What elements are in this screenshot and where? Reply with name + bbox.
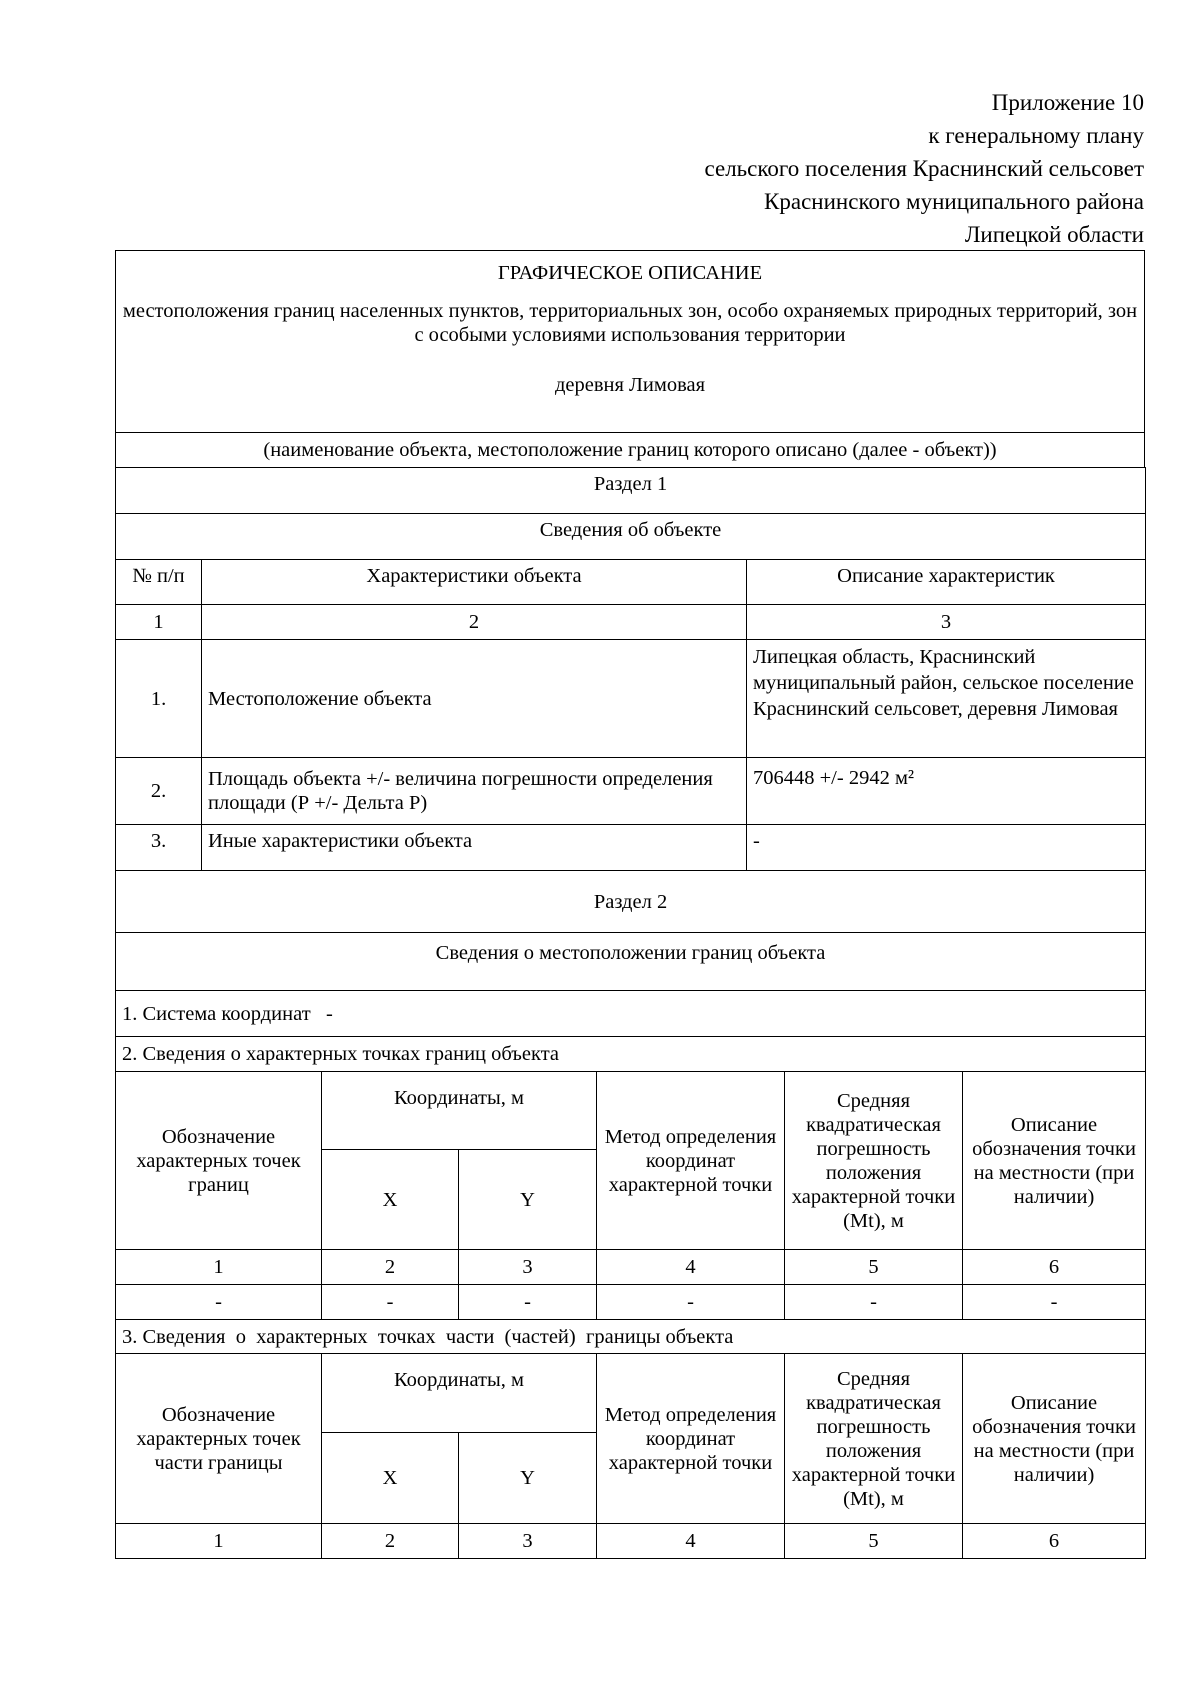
row-name: Площадь объекта +/- величина погрешности определения площади (Р +/- Дельта Р) [202,758,747,825]
section1-title: Раздел 1 [116,468,1146,514]
col-header: Описание характеристик [747,560,1146,605]
header-line: сельского поселения Краснинский сельсовет [704,156,1144,181]
col-number: 2 [322,1524,459,1559]
doc-subtitle: местоположения границ населенных пунктов, территориальных зон, особо охраняемых природных территорий, зон с особыми условиями использования территории [122,300,1138,346]
section1-subtitle: Сведения об объекте [116,514,1146,560]
header-x: X [322,1433,459,1524]
header-description: Описание обозначения точки на местности (при наличии) [963,1354,1146,1524]
header-description: Описание обозначения точки на местности (при наличии) [963,1072,1146,1250]
col-number: 3 [747,605,1146,640]
row-value: - [747,825,1146,871]
header-line: Приложение 10 [991,90,1144,115]
cell: - [785,1285,963,1320]
header-coords: Координаты, м [322,1072,597,1150]
header-error: Средняя квадратическая погрешность положения характерной точки (Mt), м [785,1072,963,1250]
section2-subtitle: Сведения о местоположении границ объекта [116,933,1146,991]
coord-system: 1. Система координат - [116,991,1146,1037]
parts-title: 3. Сведения о характерных точках части (частей) границы объекта [116,1320,1146,1354]
col-header: Характеристики объекта [202,560,747,605]
header-error: Средняя квадратическая погрешность положения характерной точки (Mt), м [785,1354,963,1524]
object-name: деревня Лимовая [554,374,706,396]
header-line: к генеральному плану [928,123,1144,148]
row-value: 706448 +/- 2942 м² [747,758,1146,825]
header-coords: Координаты, м [322,1354,597,1433]
table-row [116,640,1146,758]
points-title: 2. Сведения о характерных точках границ объекта [116,1037,1146,1072]
col-number: 4 [597,1524,785,1559]
header-line: Краснинского муниципального района [764,189,1144,214]
header-designation: Обозначение характерных точек границ [116,1072,322,1250]
col-number: 1 [116,1250,322,1285]
cell: - [597,1285,785,1320]
table-row [116,1285,1146,1320]
doc-heading: ГРАФИЧЕСКОЕ ОПИСАНИЕ [497,262,763,284]
row-value: Липецкая область, Краснинский муниципальный район, сельское поселение Краснинский сельсовет, деревня Лимовая [747,640,1146,758]
col-number: 4 [597,1250,785,1285]
col-number: 6 [963,1250,1146,1285]
table-row [116,758,1146,825]
header-method: Метод определения координат характерной точки [597,1354,785,1524]
col-number: 5 [785,1524,963,1559]
section1-table [115,467,1146,871]
row-number: 1. [116,640,202,758]
cell: - [459,1285,597,1320]
col-header: № п/п [116,560,202,605]
header-y: Y [459,1433,597,1524]
cell: - [116,1285,322,1320]
row-number: 3. [116,825,202,871]
header-line: Липецкой области [964,222,1144,247]
col-number: 6 [963,1524,1146,1559]
section2-title: Раздел 2 [116,871,1146,933]
col-number: 3 [459,1524,597,1559]
col-number: 1 [116,605,202,640]
col-number: 2 [322,1250,459,1285]
col-number: 1 [116,1524,322,1559]
row-number: 2. [116,758,202,825]
col-number: 3 [459,1250,597,1285]
header-y: Y [459,1150,597,1250]
col-number: 5 [785,1250,963,1285]
section2-table [115,870,1146,1559]
object-caption: (наименование объекта, местоположение границ которого описано (далее - объект)) [116,433,1145,468]
title-cell [116,251,1145,433]
header-designation: Обозначение характерных точек части границы [116,1354,322,1524]
cell: - [963,1285,1146,1320]
title-block [115,250,1145,468]
header-x: X [322,1150,459,1250]
col-number: 2 [202,605,747,640]
cell: - [322,1285,459,1320]
row-name: Иные характеристики объекта [202,825,747,871]
row-name: Местоположение объекта [202,640,747,758]
table-row [116,825,1146,871]
appendix-header [705,86,1145,251]
header-method: Метод определения координат характерной точки [597,1072,785,1250]
